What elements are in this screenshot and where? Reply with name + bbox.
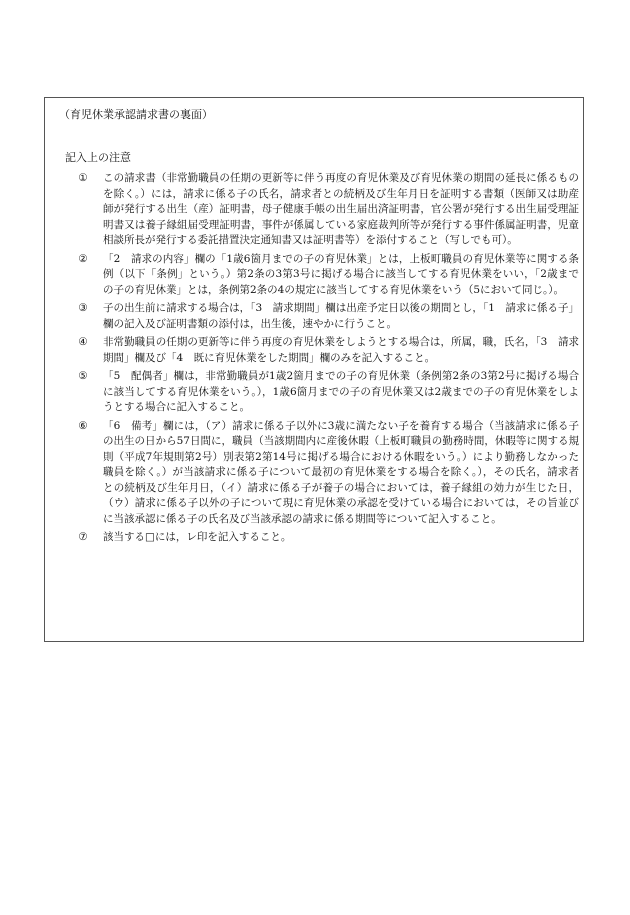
note-number: ① [78,172,88,184]
note-item-7 [73,530,579,546]
note-item-2 [73,252,579,299]
note-text: この請求書（非常勤職員の任期の更新等に伴う再度の育児休業及び育児休業の期間の延長に係るものを除く。）には，請求に係る子の氏名，請求者との続柄及び生年月日を証明する書類（医師又は助産師が発行する出生（産）証明書，母子健康手帳の出生届出済証明書，官公署が発行する出生届受理証明書又は養子縁組届受理証明書，事件が係属している家庭裁判所等が発行する事件係属証明書，児童相談所長が発行する委託措置決定通知書又は証明書等）を添付すること（写しでも可）。 [103,172,579,246]
note-number: ⑥ [78,419,88,432]
note-number: ③ [78,302,88,314]
note-text: 「5 配偶者」欄は，非常勤職員が1歳2箇月までの子の育児休業（条例第2条の3第2号に掲げる場合に該当してする育児休業をいう。），1歳6箇月までの子の育児休業又は2歳までの子の育児休業をしようとする場合に記入すること。 [103,370,579,413]
note-number: ② [78,252,88,265]
section-title: 記入上の注意 [65,151,131,164]
note-number: ⑤ [78,370,88,382]
notes-list [73,171,579,549]
note-number: ④ [78,336,88,348]
note-item-3 [73,301,579,332]
notes-frame [44,97,584,642]
note-item-6 [73,419,579,528]
note-text: 「2 請求の内容」欄の「1歳6箇月までの子の育児休業」とは，上板町職員の育児休業等に関する条例（以下「条例」という。）第2条の3第3号に掲げる場合に該当してする育児休業をいい，「2歳までの子の育児休業」とは，条例第2条の4の規定に該当してする育児休業をいう（5において同じ。）。 [103,252,579,296]
note-item-5 [73,369,579,416]
note-item-4 [73,335,579,366]
note-text: 子の出生前に請求する場合は，「3 請求期間」欄は出産予定日以後の期間とし，「1 請求に係る子」欄の記入及び証明書類の添付は，出生後，速やかに行うこと。 [103,302,579,330]
note-item-1 [73,171,579,249]
note-number: ⑦ [78,531,88,543]
note-text: 「6 備考」欄には，（ア）請求に係る子以外に3歳に満たない子を養育する場合（当該請求に係る子の出生の日から57日間に，職員（当該期間内に産後休暇（上板町職員の勤務時間，休暇等に関する規則（平成7年規則第2号）別表第2第14号に掲げる場合における休暇をいう。）により勤務しなかった職員を除く。）が当該請求に係る子について最初の育児休業をする場合を除く。），その氏名，請求者との続柄及び生年月日，（イ）請求に係る子が養子の場合においては，養子縁組の効力が生じた日，（ウ）請求に係る子以外の子について現に育児休業の承認を受けている場合においては，その旨並びに当該承認に係る子の氏名及び当該承認の請求に係る期間等について記入すること。 [103,419,579,525]
reverse-side-heading: （育児休業承認請求書の裏面） [59,108,213,121]
note-text: 該当する□には，レ印を記入すること。 [103,531,292,543]
note-text: 非常勤職員の任期の更新等に伴う再度の育児休業をしようとする場合は，所属，職，氏名，「3 請求期間」欄及び「4 既に育児休業をした期間」欄のみを記入すること。 [103,336,579,364]
